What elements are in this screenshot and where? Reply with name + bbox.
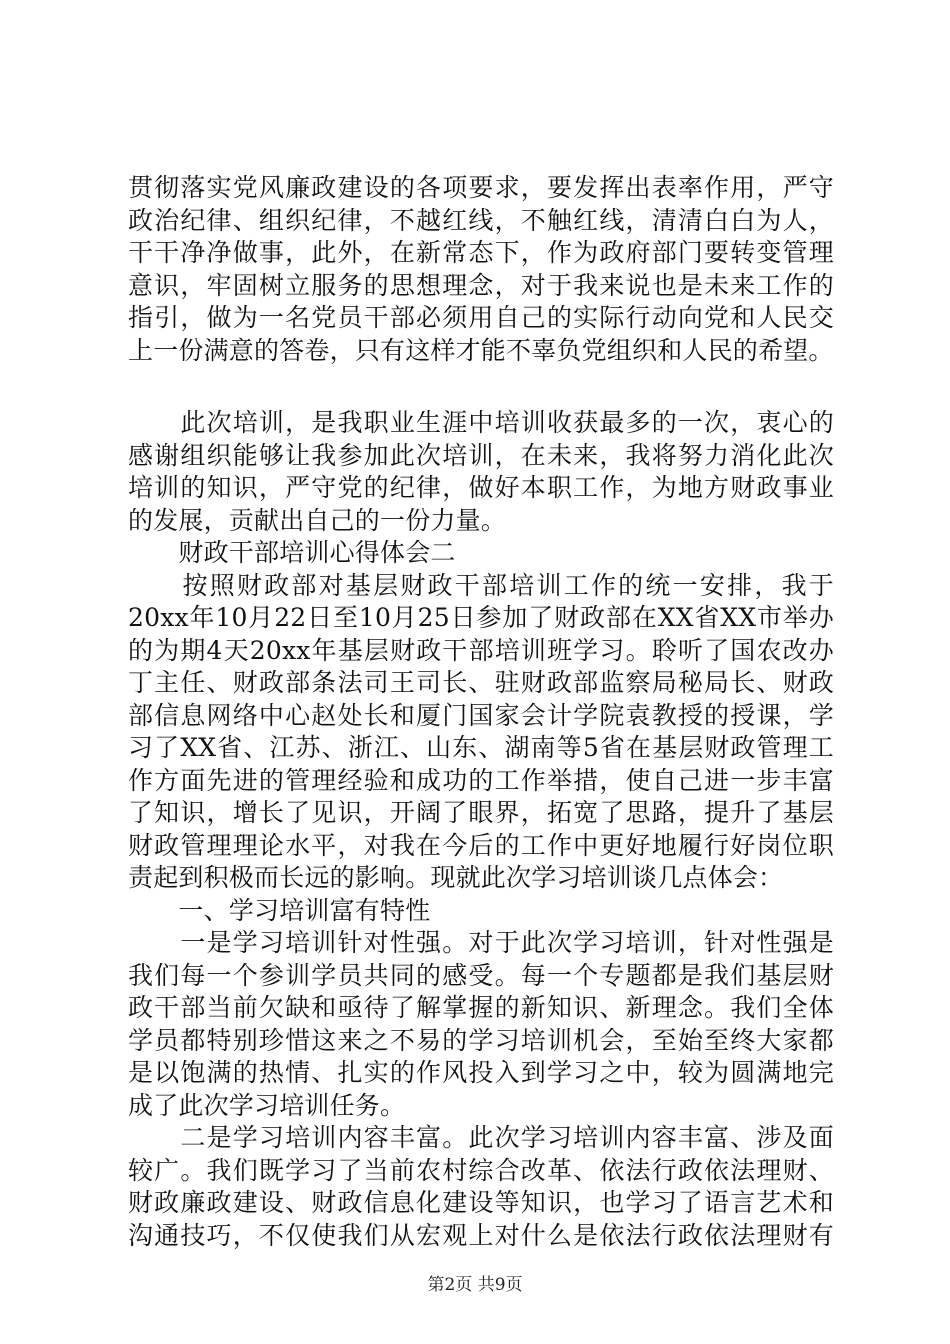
text-line: 培训的知识，严守党的纪律，做好本职工作，为地方财政事业 (128, 473, 834, 502)
text-line: 此次培训，是我职业生涯中培训收获最多的一次，衷心的 (128, 408, 834, 437)
text-line: 感谢组织能够让我参加此次培训，在未来，我将努力消化此次 (128, 440, 834, 470)
text-line: 了知识，增长了见识，开阔了眼界，拓宽了思路，提升了基层 (128, 798, 834, 827)
text-line: 政干部当前欠缺和亟待了解掌握的新知识、新理念。我们全体 (128, 993, 834, 1022)
text-line: 干干净净做事，此外，在新常态下，作为政府部门要转变管理 (128, 238, 834, 267)
text-line: 学员都特别珍惜这来之不易的学习培训机会，至始至终大家都 (128, 1025, 834, 1055)
text-line: 的发展，贡献出自己的一份力量。 (128, 505, 507, 535)
text-line: 丁主任、财政部条法司王司长、驻财政部监察局秘局长、财政 (128, 668, 834, 697)
heading: 一、学习培训富有特性 (128, 895, 431, 925)
text-line: 政治纪律、组织纪律，不越红线，不触红线，清清白白为人， (128, 205, 834, 235)
text-line: 按照财政部对基层财政干部培训工作的统一安排，我于 (128, 570, 834, 600)
paragraph-gap (128, 367, 834, 407)
paragraph-1 (128, 172, 834, 367)
text-line: 是以饱满的热情、扎实的作风投入到学习之中，较为圆满地完 (128, 1058, 834, 1087)
document-body (128, 172, 834, 1252)
text-line: 成了此次学习培训任务。 (128, 1090, 406, 1120)
text-line: 习了XX省、江苏、浙江、山东、湖南等5省在基层财政管理工 (128, 733, 834, 762)
text-line: 上一份满意的答卷，只有这样才能不辜负党组织和人民的希望。 (128, 335, 834, 365)
paragraph-2 (128, 407, 834, 537)
text-line: 部信息网络中心赵处长和厦门国家会计学院袁教授的授课，学 (128, 700, 834, 730)
text-line: 财政廉政建设、财政信息化建设等知识，也学习了语言艺术和 (128, 1188, 834, 1217)
text-line: 贯彻落实党风廉政建设的各项要求，要发挥出表率作用，严守 (128, 173, 834, 202)
text-line: 意识，牢固树立服务的思想理念，对于我来说也是未来工作的 (128, 270, 834, 300)
text-line: 一是学习培训针对性强。对于此次学习培训，针对性强是 (128, 928, 834, 957)
paragraph-3 (128, 570, 834, 895)
paragraph-4 (128, 927, 834, 1122)
text-line: 我们每一个参训学员共同的感受。每一个专题都是我们基层财 (128, 960, 834, 990)
page-number: 第2页 共9页 (427, 1275, 523, 1295)
paragraph-5 (128, 1122, 834, 1252)
text-line: 指引，做为一名党员干部必须用自己的实际行动向党和人民交 (128, 303, 834, 332)
text-line: 作方面先进的管理经验和成功的工作举措，使自己进一步丰富 (128, 765, 834, 795)
text-line: 沟通技巧，不仅使我们从宏观上对什么是依法行政依法理财有 (128, 1220, 834, 1250)
text-line: 财政管理理论水平，对我在今后的工作中更好地履行好岗位职 (128, 830, 834, 860)
text-line: 的为期4天20xx年基层财政干部培训班学习。聆听了国农改办 (128, 635, 834, 665)
text-line: 责起到积极而长远的影响。现就此次学习培训谈几点体会： (128, 863, 784, 892)
section-title: 财政干部培训心得体会二 (128, 538, 456, 567)
text-line: 20xx年10月22日至10月25日参加了财政部在XX省XX市举办 (128, 603, 834, 632)
text-line: 二是学习培训内容丰富。此次学习培训内容丰富、涉及面 (128, 1123, 834, 1152)
text-line: 较广。我们既学习了当前农村综合改革、依法行政依法理财、 (128, 1155, 834, 1185)
